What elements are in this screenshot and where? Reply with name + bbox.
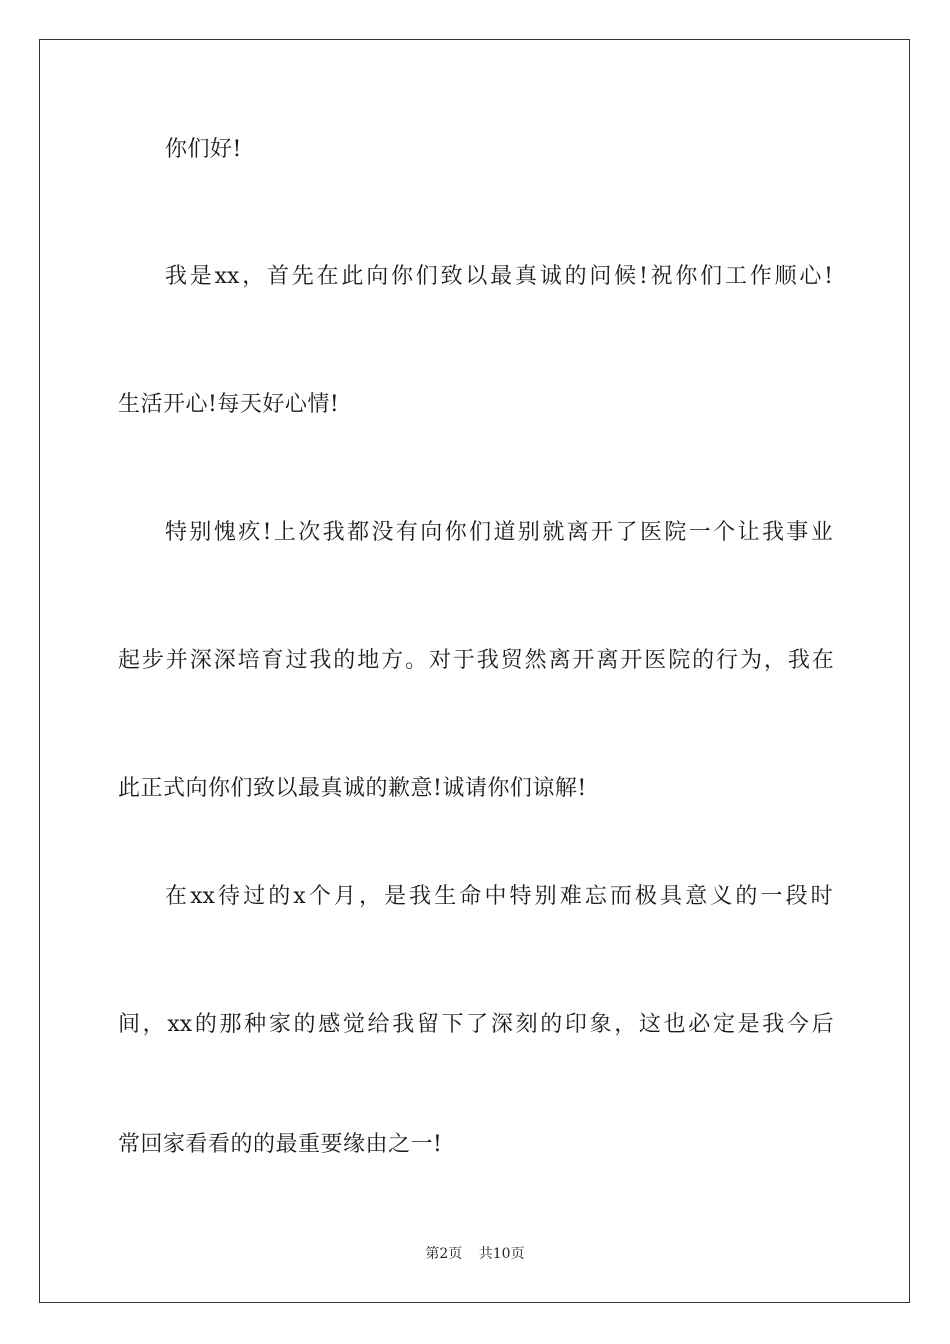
paragraph-1-line-1: 我 是 xx ， 首 先 在 此 向 你 们 致 以 最 真 诚 的 问 候 ! 祝 你 们 工 作 顺 心 ! <box>165 264 833 289</box>
paragraph-2-line-1: 特 别 愧 疚 ! 上 次 我 都 没 有 向 你 们 道 别 就 离 开 了 医 院 一 个 让 我 事 业 <box>165 520 833 545</box>
page-footer <box>0 1245 950 1263</box>
greeting-line: 你们好! <box>165 137 242 162</box>
paragraph-1-line-2: 生活开心!每天好心情! <box>118 392 340 417</box>
paragraph-2-line-2: 起 步 并 深 深 培 育 过 我 的 地 方 。 对 于 我 贸 然 离 开 离 开 医 院 的 行 为 ， 我 在 <box>118 648 834 673</box>
paragraph-3-line-3: 常回家看看的的最重要缘由之一! <box>118 1132 443 1157</box>
paragraph-3-line-2: 间 ， xx 的 那 种 家 的 感 觉 给 我 留 下 了 深 刻 的 印 象 ， 这 也 必 定 是 我 今 后 <box>118 1012 834 1037</box>
page-total: 共10页 <box>478 1246 525 1262</box>
paragraph-2-line-3: 此正式向你们致以最真诚的歉意!诚请你们谅解! <box>118 776 587 801</box>
paragraph-3-line-1: 在 xx 待 过 的 x 个 月 ， 是 我 生 命 中 特 别 难 忘 而 极 具 意 义 的 一 段 时 <box>165 884 833 909</box>
page-number: 第2页 <box>425 1246 463 1262</box>
